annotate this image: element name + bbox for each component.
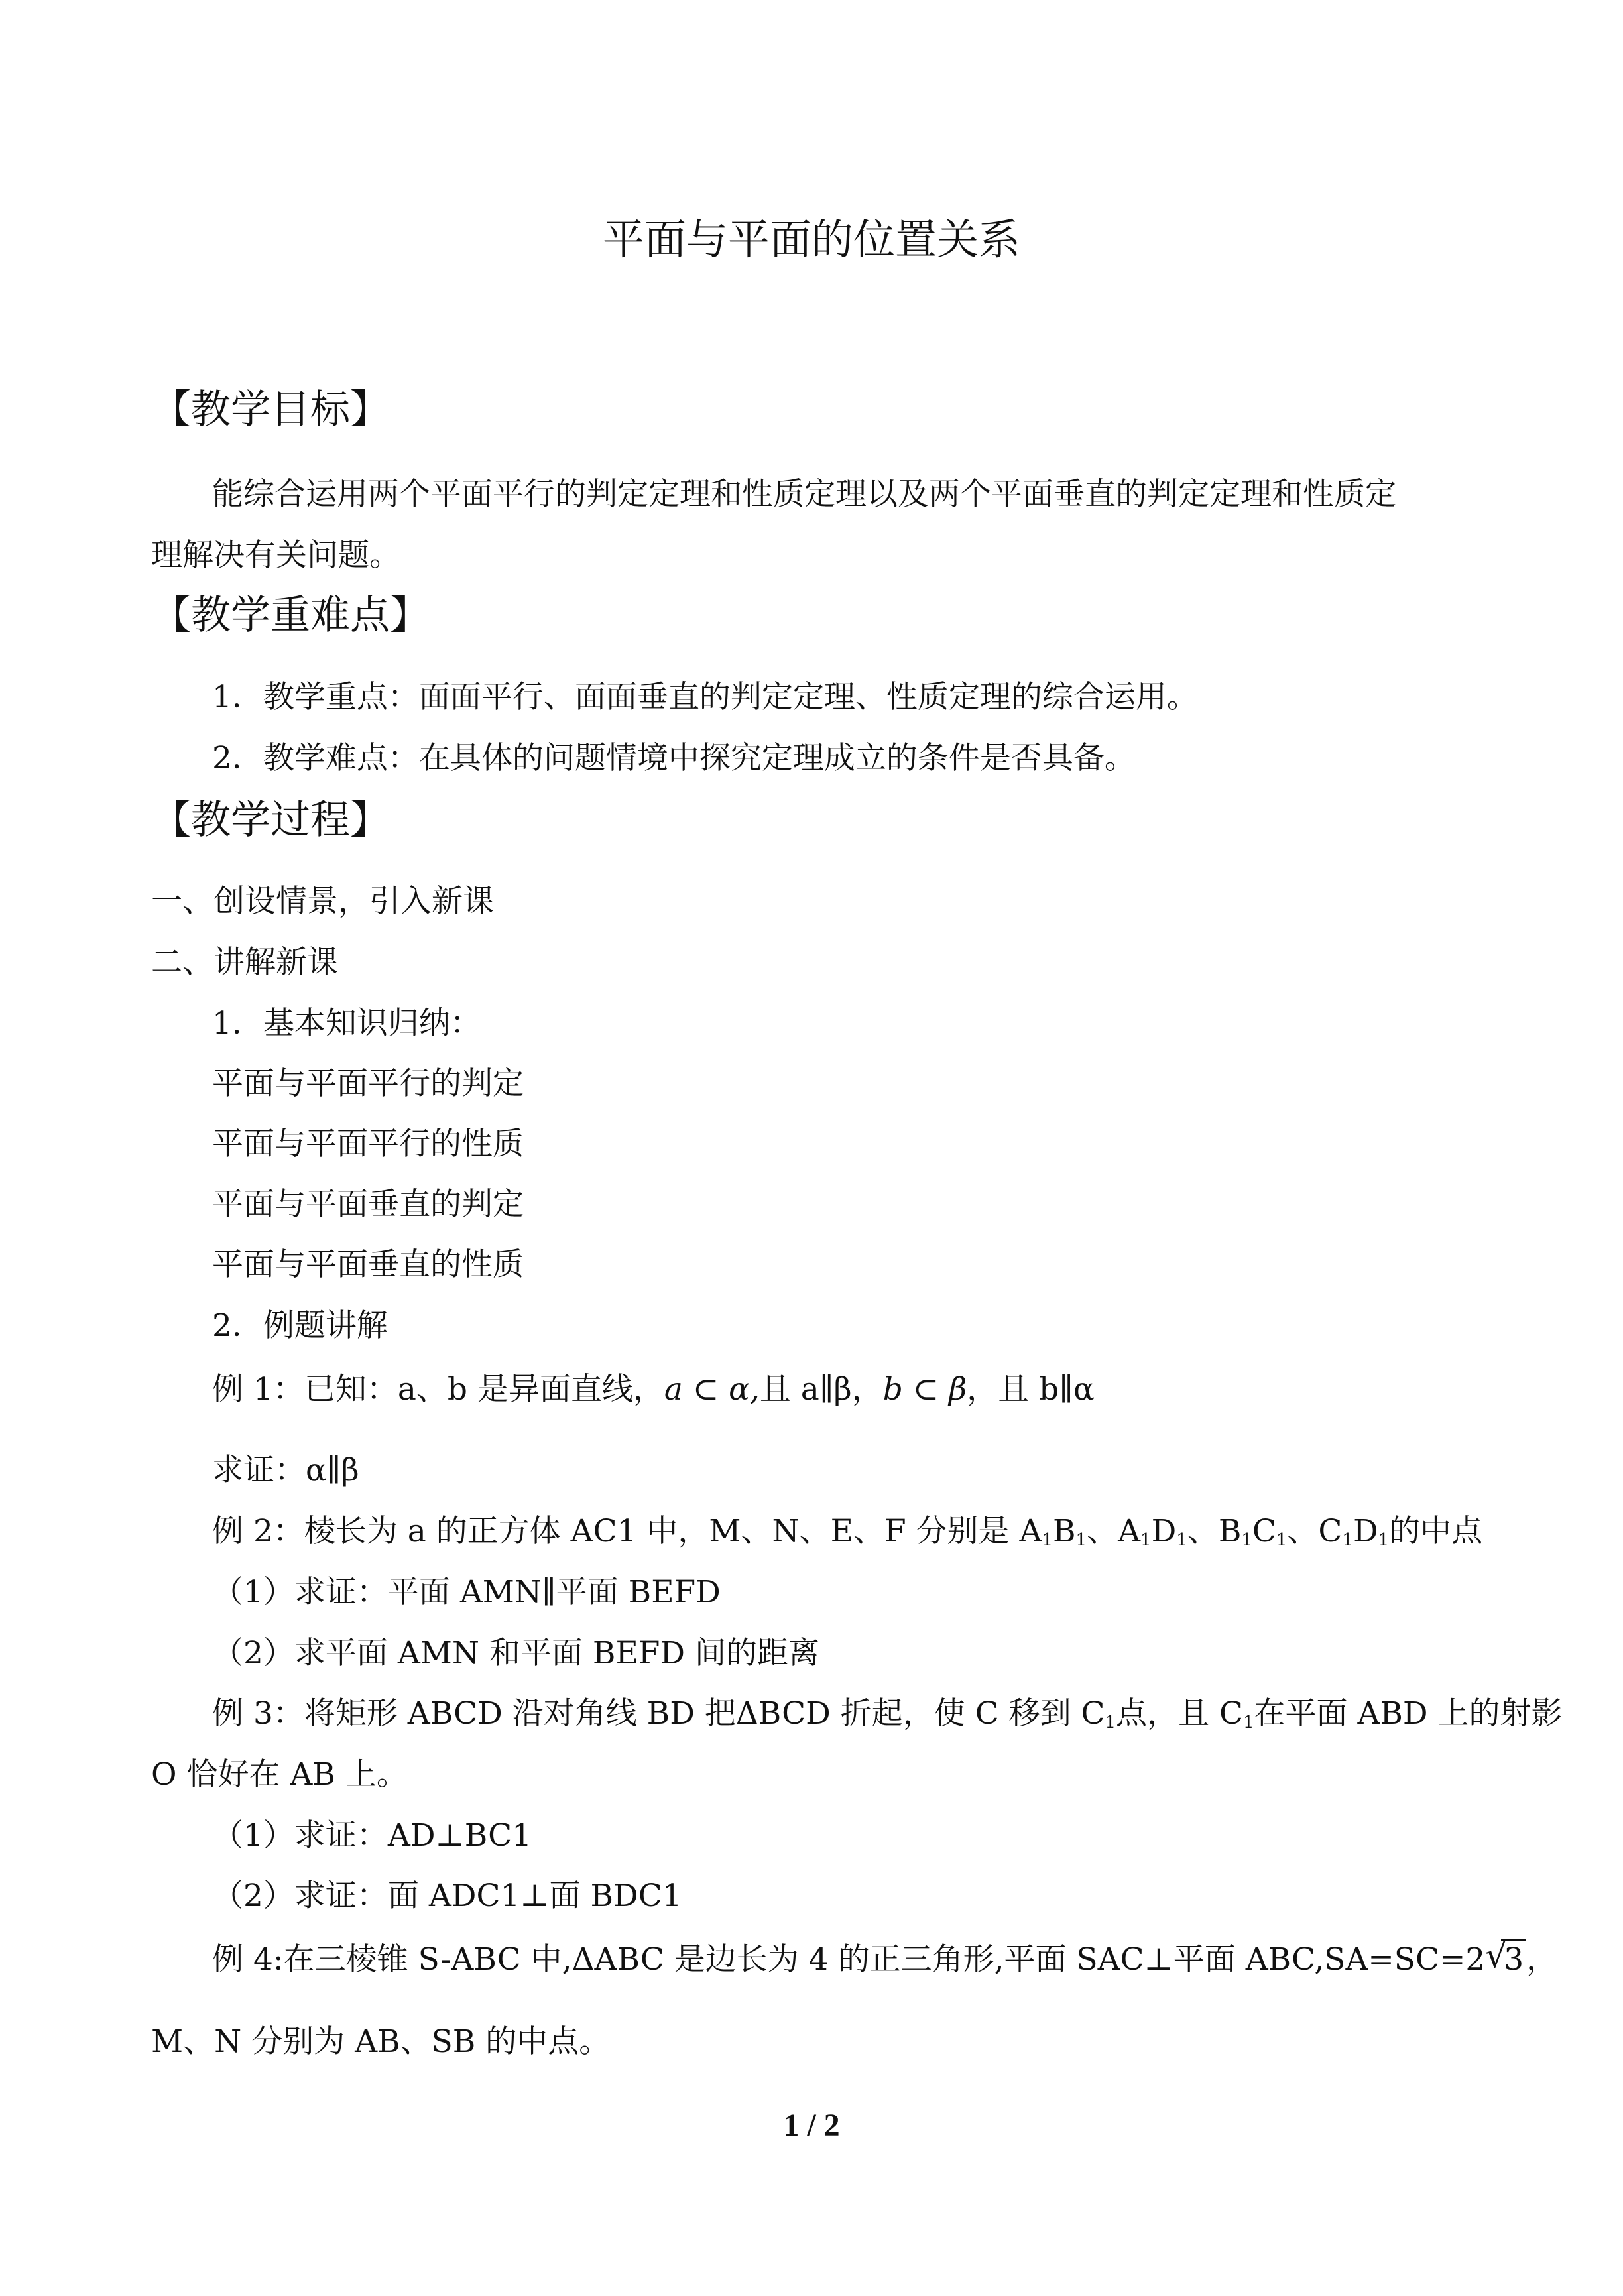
example-2-question-2: （2）求平面 AMN 和平面 BEFD 间的距离	[212, 1635, 819, 1671]
example-4-statement: 例 4:在三棱锥 S-ABC 中,ΔABC 是边长为 4 的正三角形,平面 SAC⊥平面 ABC,SA=SC=2 √ 3，	[212, 1936, 1558, 1978]
example-1-statement	[212, 1370, 1095, 1410]
example-3-part1: 例 3：将矩形 ABCD 沿对角线 BD 把ΔBCD 折起，使 C 移到 C	[212, 1695, 1105, 1732]
example-2-suffix: 的中点	[1389, 1513, 1483, 1549]
example-3-statement: 例 3：将矩形 ABCD 沿对角线 BD 把ΔBCD 折起，使 C 移到 $C_1$点，且 $C_1$在平面 ABD 上的射影	[212, 1695, 1563, 1732]
example-4-line2: M、N 分别为 AB、SB 的中点。	[151, 2024, 611, 2060]
example-1-suffix: ，且 b∥α	[967, 1371, 1095, 1408]
segment-a1d1: $A_1D_1$	[1118, 1513, 1187, 1550]
knowledge-summary-heading: 1．基本知识归纳：	[212, 1005, 481, 1042]
objectives-text-line2: 理解决有关问题。	[151, 537, 400, 574]
example-3-part3: 在平面 ABD 上的射影	[1254, 1695, 1563, 1732]
examples-heading: 2．例题讲解	[212, 1307, 388, 1344]
topic-item: 平面与平面垂直的性质	[212, 1246, 524, 1283]
topic-item: 平面与平面垂直的判定	[212, 1186, 524, 1223]
heading-process: 【教学过程】	[151, 797, 390, 843]
example-3-question-1: （1）求证：AD⊥BC1	[212, 1817, 532, 1854]
segment-a1b1: $A_1B_1$	[1019, 1513, 1087, 1550]
segment-c1d1: $C_1D_1$	[1318, 1513, 1390, 1550]
example-3-question-2: （2）求证：面 ADC1⊥面 BDC1	[212, 1878, 682, 1914]
process-part-2: 二、讲解新课	[151, 944, 338, 981]
example-1-prefix: 例 1：已知：a、b 是异面直线，	[212, 1371, 664, 1408]
example-3-line2: O 恰好在 AB 上。	[151, 1756, 408, 1793]
example-1-math-b-in-beta: b ⊂ β	[882, 1371, 967, 1408]
process-part-1: 一、创设情景，引入新课	[151, 883, 494, 920]
example-2-question-1: （1）求证：平面 AMN∥平面 BEFD	[212, 1574, 721, 1610]
page-number: 1 / 2	[783, 2108, 840, 2143]
topic-item: 平面与平面平行的性质	[212, 1126, 524, 1162]
key-point-2: 2．教学难点：在具体的问题情境中探究定理成立的条件是否具备。	[212, 740, 1136, 776]
topic-item: 平面与平面平行的判定	[212, 1065, 524, 1102]
example-3-part2: 点，且 C	[1116, 1695, 1243, 1732]
heading-objectives: 【教学目标】	[151, 387, 390, 433]
segment-b1c1: $B_1C_1$	[1218, 1513, 1288, 1550]
example-2-prefix: 例 2：棱长为 a 的正方体 AC1 中，M、N、E、F 分别是	[212, 1513, 1020, 1549]
objectives-text-line1: 能综合运用两个平面平行的判定定理和性质定理以及两个平面垂直的判定定理和性质定	[212, 476, 1396, 513]
example-4-part1: 例 4:在三棱锥 S-ABC 中,ΔABC 是边长为 4 的正三角形,平面 SAC⊥平面 ABC,SA=SC=	[212, 1941, 1466, 1978]
example-1-mid: 且 a∥β，	[759, 1371, 883, 1408]
example-1-prove: 求证：α∥β	[212, 1452, 359, 1488]
heading-key-points: 【教学重难点】	[151, 592, 430, 638]
example-1-math-a-in-alpha: a ⊂ α,	[664, 1371, 760, 1408]
math-2-sqrt-3: 2 √ 3	[1465, 1941, 1526, 1978]
page-title: 平面与平面的位置关系	[603, 215, 1020, 264]
example-2-statement: 例 2：棱长为 a 的正方体 AC1 中，M、N、E、F 分别是 $A_1B_1$、$A_1D_1$、$B_1C_1$、$C_1D_1$的中点	[212, 1513, 1483, 1550]
key-point-1: 1．教学重点：面面平行、面面垂直的判定定理、性质定理的综合运用。	[212, 679, 1198, 715]
